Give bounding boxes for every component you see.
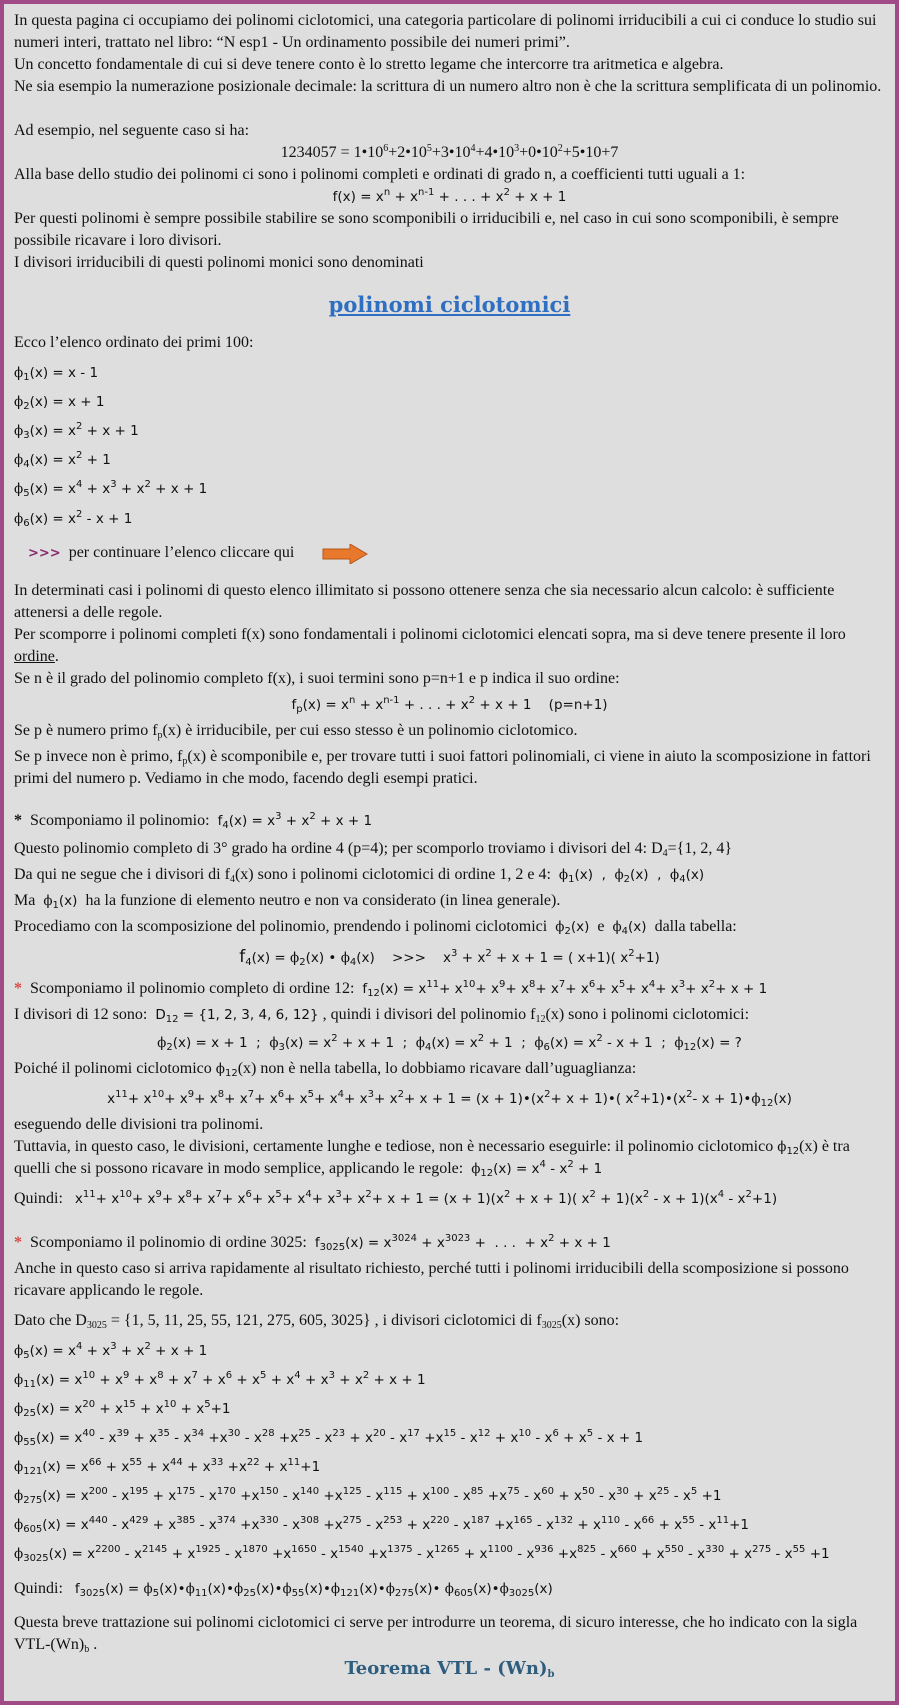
rules-paragraph: Se p invece non è primo, $f_p(x)$ è scomponibile e, per trovare tutti i suoi fattori polinomiali, ci viene in aiuto la scomposizione in fattori primi del numero p. Vediamo in che modo, facendo degli esempi pratici. bbox=[14, 748, 871, 787]
phi275-formula: $\phi_{275}(x) = x^{200} - x^{195} + x^{175} - x^{170} +x^{150} - x^{140} +x^{125} - x^{115} + x^{100} - x^{85} +x^{75} - x^{60} + x^{50} - x^{30} + x^{25} - x^5 +1$ bbox=[14, 1486, 722, 1506]
example1-line: Ma $\phi_1(x)$ ha la funzione di elemento neutro e non va considerato (in linea generale). bbox=[14, 892, 561, 911]
complete-polynomial-formula: $f(x) = x^n + x^{n-1}$ + . . . + $x^2 + x + 1$ bbox=[332, 187, 567, 205]
phi5-formula: $\phi_5(x) = x^4 + x^3 + x^2 + x + 1$ bbox=[14, 479, 208, 499]
example2-result: Quindi: $x^{11}+ x^{10}+ x^9+ x^8+ x^7+ x^6+ x^5+ x^4+ x^3+ x^2+ x + 1 = (x + 1)(x^2 + x + 1)$( $x^2 + 1)(x^2 - x + 1)(x^4 - x^2+1)$ bbox=[14, 1189, 778, 1207]
intro-paragraph: Ne sia esempio la numerazione posizionale decimale: la scrittura di un numero altro non è che la scrittura semplificata di un polinomio. bbox=[14, 78, 882, 95]
continue-list-row bbox=[28, 542, 294, 565]
list-intro: Ecco l’elenco ordinato dei primi 100: bbox=[14, 334, 254, 351]
example3-result: Quindi: $f_{3025}(x)$ = $\phi_5(x)•\phi_{11}(x)•\phi_{25}(x)•\phi_{55}(x)•\phi_{121}(x)•\phi_{275}(x)•$ $\phi_{605}(x)•\phi_{3025}(x)$ bbox=[14, 1580, 553, 1599]
intro-paragraph: I divisori irriducibili di questi polinomi monici sono denominati bbox=[14, 254, 424, 271]
decimal-expansion-formula: $1234057 = 1•10^6+2•10^5+3•10^4+4•10^3+0•10^2+5•10+7$ bbox=[280, 143, 619, 161]
phi2-formula: $\phi_2(x) = x + 1$ bbox=[14, 394, 105, 412]
phi11-formula: $\phi_{11}(x) = x^{10} + x^9 + x^8 + x^7 + x^6 + x^5 + x^4 + x^3 + x^2 + x + 1$ bbox=[14, 1370, 426, 1390]
teorema-title: Teorema VTL - $(Wn)_b$ bbox=[344, 1658, 555, 1680]
fp-formula: $f_p(x) = x^n + x^{n-1}$ + . . . + $x^2 + x + 1$ (p=n+1) bbox=[291, 695, 608, 715]
phi25-formula: $\phi_{25}(x) = x^{20} + x^{15} + x^{10} + x^5+1$ bbox=[14, 1399, 231, 1419]
ordine-term: ordine bbox=[14, 648, 55, 665]
arrow-right-icon[interactable] bbox=[322, 544, 368, 564]
example3-line: Dato che $D_{3025} = \{1$, 5, 11, 25, 55, 121, 275, 605, 3025} , i divisori ciclotomici di $f_{3025}(x)$ sono: bbox=[14, 1312, 620, 1331]
phi4-formula: $\phi_4(x) = x^2 + 1$ bbox=[14, 450, 111, 470]
continue-list-label: per continuare l’elenco cliccare qui bbox=[68, 544, 295, 561]
phi55-formula: $\phi_{55}(x) = x^{40} - x^{39} + x^{35} - x^{34} +x^{30} - x^{28} +x^{25} - x^{23} + x^{20} - x^{17} +x^{15} - x^{12} + x^{10} - x^6 + x^5 - x + 1$ bbox=[14, 1428, 644, 1448]
intro-paragraph: Per questi polinomi è sempre possibile stabilire se sono scomponibili o irriducibili e, nel caso in cui sono scomponibili, è sempre possibile ricavare i loro divisori. bbox=[14, 210, 839, 249]
example1-line: Procediamo con la scomposizione del polinomio, prendendo i polinomi ciclotomici $\phi_2(x)$ e $\phi_4(x)$ dalla tabella: bbox=[14, 918, 737, 937]
example3-line: Anche in questo caso si arriva rapidamente al risultato richiesto, perché tutti i polinomi irriducibili della scomposizione si possono ricavare applicando le regole. bbox=[14, 1260, 849, 1299]
phi1-formula: $\phi_1(x) = x - 1$ bbox=[14, 365, 99, 383]
example2-line: Tuttavia, in questo caso, le divisioni, certamente lunghe e tediose, non è necessario eseguirle: il polinomio ciclotomico $\phi_{12}(x)$ è tra quelli che si possono ricavare in modo semplice, applicando le regole: $\phi_{12}(x) = x^4 - x^2 + 1$ bbox=[14, 1138, 850, 1179]
phi605-formula: $\phi_{605}(x) = x^{440} - x^{429} + x^{385} - x^{374} +x^{330} - x^{308} +x^{275} - x^{253} + x^{220} - x^{187} +x^{165} - x^{132} + x^{110} - x^{66} + x^{55} - x^{11}+1$ bbox=[14, 1515, 749, 1535]
phi3-formula: $\phi_3(x) = x^2 + x + 1$ bbox=[14, 421, 139, 441]
rules-paragraph: In determinati casi i polinomi di questo elenco illimitato si possono ottenere senza che sia necessario alcun calcolo: è sufficiente attenersi a delle regole. bbox=[14, 582, 835, 621]
example2-line: I divisori di 12 sono: $D_{12} = \{1$, 2, 3, 4, 6, 12} , quindi i divisori del polinomio $f_{12}(x)$ sono i polinomi ciclotomici: bbox=[14, 1006, 750, 1025]
example2-line: eseguendo delle divisioni tra polinomi. bbox=[14, 1116, 264, 1133]
example2-line: Poiché il polinomi ciclotomico $\phi_{12}(x)$ non è nella tabella, lo dobbiamo ricavare dall’uguaglianza: bbox=[14, 1060, 637, 1079]
outro-paragraph: Questa breve trattazione sui polinomi ciclotomici ci serve per introdurre un teorema, di sicuro interesse, che ho indicato con la sigla VTL-$(Wn)_b$ . bbox=[14, 1614, 858, 1655]
chevrons-icon: >>> bbox=[28, 546, 61, 561]
rules-paragraph: Se p è numero primo $f_p(x)$ è irriducibile, per cui esso stesso è un polinomio ciclotomico. bbox=[14, 722, 578, 741]
f4-factorization: $f_4(x) = \phi_2(x)$ • $\phi_4(x)$ >>> $x^3 + x^2 + x + 1$ = ( x+1)( $x^2+1$) bbox=[239, 947, 660, 968]
example2-title: * Scomponiamo il polinomio completo di ordine 12: $f_{12}(x) = x^{11}+ x^{10}+ x^9+ x^8+ x^7+ x^6+ x^5+ x^4+ x^3+ x^2+ x + 1$ bbox=[14, 979, 768, 999]
rules-paragraph: Se n è il grado del polinomio completo f(x), i suoi termini sono p=n+1 e p indica il suo ordine: bbox=[14, 670, 620, 687]
phi3025-formula: $\phi_{3025}(x) = x^{2200} - x^{2145} + x^{1925} - x^{1870} +x^{1650} - x^{1540} +x^{1375} - x^{1265} + x^{1100} - x^{936} +x^{825} - x^{660} + x^{550} - x^{330} + x^{275} - x^{55} +1$ bbox=[14, 1544, 830, 1564]
f12-divisors-formula: $\phi_2(x) = x + 1$ ; $\phi_3(x) = x^2 + x + 1$ ; $\phi_4(x) = x^2 + 1$ ; $\phi_6(x) = x^2 - x + 1$ ; $\phi_{12}(x)$ = ? bbox=[157, 1033, 742, 1053]
cyclotomic-polynomials-link[interactable]: polinomi ciclotomici bbox=[328, 292, 571, 317]
rules-paragraph: Per scomporre i polinomi completi f(x) sono fondamentali i polinomi ciclotomici elencati sopra, ma si deve tenere presente il loro ordine. bbox=[14, 626, 846, 665]
page-panel bbox=[4, 4, 895, 1701]
intro-paragraph: Un concetto fondamentale di cui si deve tenere conto è lo stretto legame che intercorre tra aritmetica e algebra. bbox=[14, 56, 724, 73]
phi5-formula: $\phi_5(x) = x^4 + x^3 + x^2 + x + 1$ bbox=[14, 1341, 208, 1361]
intro-paragraph: Ad esempio, nel seguente caso si ha: bbox=[14, 122, 250, 139]
phi121-formula: $\phi_{121}(x) = x^{66} + x^{55} + x^{44} + x^{33} +x^{22} + x^{11}+1$ bbox=[14, 1457, 321, 1477]
example1-title: * Scomponiamo il polinomio: $f_4(x) = x^3 + x^2 + x + 1$ bbox=[14, 811, 373, 831]
phi6-formula: $\phi_6(x) = x^2 - x + 1$ bbox=[14, 509, 133, 529]
example1-line: Da qui ne segue che i divisori di $f_4(x)$ sono i polinomi ciclotomici di ordine 1, 2 e 4: $\phi_1(x)$ , $\phi_2(x)$ , $\phi_4(x)$ bbox=[14, 866, 705, 885]
intro-paragraph: Alla base dello studio dei polinomi ci sono i polinomi completi e ordinati di grado n, a coefficienti tutti uguali a 1: bbox=[14, 166, 746, 183]
example3-title: * Scomponiamo il polinomio di ordine 3025: $f_{3025}(x) = x^{3024} + x^{3023}$ + . . . + $x^2 + x + 1$ bbox=[14, 1233, 611, 1253]
f12-identity: $x^{11}+ x^{10}+ x^9+ x^8+ x^7+ x^6+ x^5+ x^4+ x^3+ x^2+ x + 1 = (x$ + $1)•(x^2+ x$ + 1)•( $x^2+1)•(x^2-$ $x + 1)•\phi_{12}(x)$ bbox=[107, 1089, 792, 1109]
intro-paragraph: In questa pagina ci occupiamo dei polinomi ciclotomici, una categoria particolare di polinomi irriducibili a cui ci conduce lo studio sui numeri interi, trattato nel libro: “N esp1 - Un ordinamento possibile dei numeri primi”. bbox=[14, 12, 877, 51]
example1-line: Questo polinomio completo di 3° grado ha ordine 4 (p=4); per scomporlo troviamo i divisori del 4: $D_4=\{1$, 2, 4} bbox=[14, 840, 733, 859]
